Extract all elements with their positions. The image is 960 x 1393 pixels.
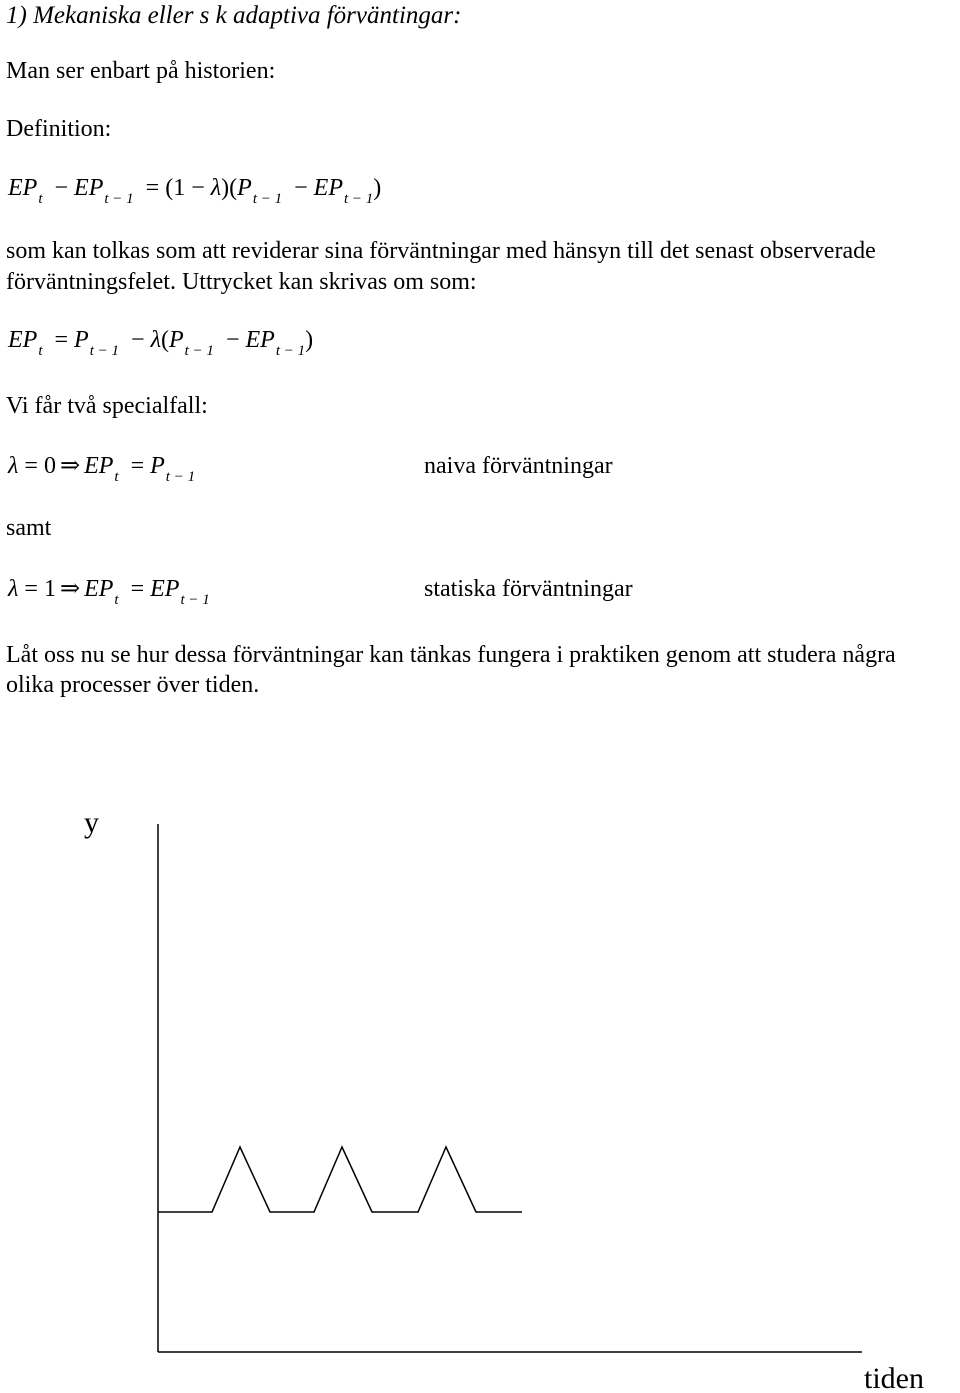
process-figure	[0, 790, 960, 1393]
case2-equals-2: =	[130, 576, 145, 602]
case2-value: 1	[43, 576, 56, 602]
case2-ep-2-sub: t − 1	[180, 592, 210, 608]
case-2-equation	[8, 574, 210, 608]
eq1-lambda: λ	[210, 175, 222, 201]
definition-label: Definition:	[6, 116, 112, 142]
paragraph-1-line-1: som kan tolkas som att reviderar sina förväntningar med hänsyn till det senast observerade	[6, 238, 876, 264]
eq1-mid: )(	[221, 175, 238, 201]
eq1-ep-lag-sub: t − 1	[104, 191, 134, 207]
case2-equals: =	[24, 576, 38, 602]
eq1-minus-2: −	[191, 175, 205, 201]
section-heading: 1) Mekaniska eller s k adaptiva förväntingar:	[6, 2, 462, 29]
y-axis-label: y	[84, 806, 99, 839]
eq2-p: P	[74, 327, 89, 353]
eq1-minus: −	[54, 175, 69, 201]
special-cases-text: Vi får två specialfall:	[6, 393, 208, 419]
case-1-equation	[8, 451, 196, 485]
case1-p: P	[150, 453, 165, 479]
eq2-ep-2-sub: t − 1	[275, 343, 306, 359]
equation-definition	[8, 175, 382, 207]
case1-equals-2: =	[130, 453, 145, 479]
process-curve	[158, 1147, 522, 1212]
eq2-p-2-sub: t − 1	[184, 343, 214, 359]
case1-implies: ⇒	[59, 453, 81, 479]
x-axis-label: tiden	[864, 1362, 924, 1393]
eq2-minus: −	[131, 327, 145, 353]
eq2-ep-sub: t	[38, 343, 43, 359]
eq1-ep-2: EP	[313, 175, 343, 201]
paragraph-2-line-2: olika processer över tiden.	[6, 672, 260, 698]
case2-ep-2: EP	[150, 576, 180, 602]
eq2-open: (	[160, 327, 169, 353]
eq2-p-2: P	[168, 327, 184, 353]
case1-p-sub: t − 1	[165, 469, 196, 485]
samt-text: samt	[6, 515, 52, 541]
paragraph-2-line-1: Låt oss nu se hur dessa förväntningar kan tänkas fungera i praktiken genom att studera några	[6, 642, 896, 668]
case2-ep: EP	[84, 576, 114, 602]
eq2-ep: EP	[8, 327, 38, 353]
case1-ep-sub: t	[114, 469, 119, 485]
eq2-p-sub: t − 1	[89, 343, 120, 359]
case-1-label: naiva förväntningar	[424, 453, 613, 479]
eq1-close: )	[373, 175, 382, 201]
eq1-minus-3: −	[294, 175, 308, 201]
case1-equals: =	[24, 453, 38, 479]
eq1-open: (1	[165, 175, 186, 201]
case1-ep: EP	[84, 453, 114, 479]
equation-rewritten	[8, 327, 314, 359]
case1-lambda: λ	[8, 453, 19, 479]
eq1-ep-lag: EP	[74, 175, 104, 201]
intro-text: Man ser enbart på historien:	[6, 58, 276, 84]
case2-ep-sub: t	[114, 592, 119, 608]
eq2-ep-2: EP	[245, 327, 275, 353]
eq1-p: P	[237, 175, 252, 201]
eq2-equals: =	[54, 327, 69, 353]
case1-value: 0	[43, 453, 56, 479]
eq2-minus-2: −	[225, 327, 240, 353]
eq2-lambda: λ	[150, 327, 161, 353]
eq2-close: )	[305, 327, 314, 353]
paragraph-1-line-2: förväntningsfelet. Uttrycket kan skrivas om som:	[6, 269, 477, 295]
eq1-ep: EP	[8, 175, 38, 201]
case-2-label: statiska förväntningar	[424, 576, 633, 602]
case2-lambda: λ	[8, 576, 19, 602]
eq1-p-sub: t − 1	[252, 191, 283, 207]
case2-implies: ⇒	[59, 576, 81, 602]
eq1-ep-sub: t	[38, 191, 43, 207]
eq1-ep-2-sub: t − 1	[344, 191, 374, 207]
eq1-equals: =	[145, 175, 160, 201]
